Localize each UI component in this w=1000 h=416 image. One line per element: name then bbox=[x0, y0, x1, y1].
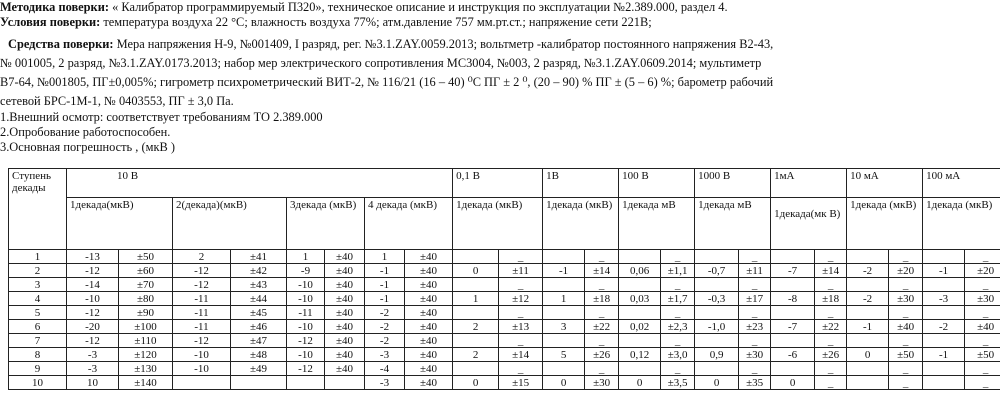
table-row bbox=[9, 250, 1000, 264]
sub-100ma-decade: 1декада (мкВ) bbox=[923, 198, 1000, 250]
value-cell: -6 bbox=[771, 348, 815, 362]
table-row bbox=[9, 334, 1000, 348]
value-cell bbox=[923, 376, 965, 390]
value-cell: -10 bbox=[67, 292, 119, 306]
value-cell: ±80 bbox=[119, 292, 173, 306]
value-cell: _ bbox=[815, 334, 847, 348]
value-cell: ±14 bbox=[585, 264, 619, 278]
value-cell: ±40 bbox=[405, 362, 453, 376]
value-cell bbox=[453, 278, 499, 292]
value-cell: ±40 bbox=[405, 348, 453, 362]
step-cell: 5 bbox=[9, 306, 67, 320]
sub-01v-decade: 1декада (мкВ) bbox=[453, 198, 543, 250]
table-row bbox=[9, 306, 1000, 320]
value-cell bbox=[923, 278, 965, 292]
value-cell: _ bbox=[889, 306, 923, 320]
table-row bbox=[9, 264, 1000, 278]
value-cell: ±42 bbox=[231, 264, 287, 278]
value-cell: ±12 bbox=[499, 292, 543, 306]
value-cell bbox=[847, 334, 889, 348]
value-cell bbox=[695, 362, 739, 376]
value-cell: -7 bbox=[771, 264, 815, 278]
step-cell: 6 bbox=[9, 320, 67, 334]
means-line-4: сетевой БРС-1М-1, № 0403553, ПГ ± 3,0 Па. bbox=[0, 94, 234, 108]
value-cell bbox=[453, 306, 499, 320]
value-cell: _ bbox=[889, 334, 923, 348]
value-cell: ±40 bbox=[405, 292, 453, 306]
value-cell: _ bbox=[739, 306, 771, 320]
table-row bbox=[9, 362, 1000, 376]
value-cell: -12 bbox=[287, 362, 325, 376]
value-cell: -9 bbox=[287, 264, 325, 278]
table-row bbox=[9, 376, 1000, 390]
value-cell bbox=[325, 376, 365, 390]
value-cell: ±100 bbox=[119, 320, 173, 334]
value-cell: -3 bbox=[923, 292, 965, 306]
value-cell: ±60 bbox=[119, 264, 173, 278]
table-row bbox=[9, 348, 1000, 362]
sub-1ma-decade: 1декада(мк В) bbox=[771, 198, 847, 250]
value-cell: 0 bbox=[453, 376, 499, 390]
means-label: Средства поверки: bbox=[8, 37, 114, 51]
value-cell: ±11 bbox=[499, 264, 543, 278]
table-header-row-2 bbox=[9, 198, 1000, 250]
value-cell: _ bbox=[739, 250, 771, 264]
value-cell: ±2,3 bbox=[661, 320, 695, 334]
value-cell: ±3,0 bbox=[661, 348, 695, 362]
value-cell: -3 bbox=[67, 348, 119, 362]
value-cell: ±48 bbox=[231, 348, 287, 362]
sub-1000v-decade: 1декада мВ bbox=[695, 198, 771, 250]
means-text-1: Мера напряжения Н-9, №001409, I разряд, рег. №3.1.ZAY.0059.2013; вольтметр -калибратор постоянного напряжения В2-43, bbox=[116, 37, 774, 51]
value-cell: ±120 bbox=[119, 348, 173, 362]
error-table bbox=[8, 168, 1000, 390]
value-cell bbox=[619, 306, 661, 320]
value-cell: ±14 bbox=[499, 348, 543, 362]
value-cell bbox=[619, 362, 661, 376]
value-cell: _ bbox=[499, 278, 543, 292]
value-cell: ±40 bbox=[405, 278, 453, 292]
value-cell: _ bbox=[815, 306, 847, 320]
value-cell: ±26 bbox=[815, 348, 847, 362]
value-cell: 3 bbox=[543, 320, 585, 334]
value-cell bbox=[543, 278, 585, 292]
value-cell: -1,0 bbox=[695, 320, 739, 334]
value-cell: _ bbox=[499, 362, 543, 376]
value-cell: ±17 bbox=[739, 292, 771, 306]
value-cell: ±90 bbox=[119, 306, 173, 320]
value-cell: _ bbox=[499, 250, 543, 264]
value-cell: ±20 bbox=[965, 264, 1000, 278]
value-cell bbox=[847, 376, 889, 390]
value-cell: ±1,7 bbox=[661, 292, 695, 306]
value-cell: -20 bbox=[67, 320, 119, 334]
value-cell bbox=[543, 334, 585, 348]
sub-1v-decade: 1декада (мкВ) bbox=[543, 198, 619, 250]
value-cell: ±40 bbox=[325, 348, 365, 362]
value-cell: ±40 bbox=[325, 320, 365, 334]
value-cell: ±40 bbox=[405, 320, 453, 334]
value-cell: _ bbox=[815, 250, 847, 264]
value-cell: -11 bbox=[173, 320, 231, 334]
value-cell: ±40 bbox=[325, 250, 365, 264]
sub-100v-decade: 1декада мВ bbox=[619, 198, 695, 250]
group-100v: 100 В bbox=[619, 169, 695, 198]
value-cell: -2 bbox=[847, 264, 889, 278]
value-cell: -10 bbox=[287, 278, 325, 292]
value-cell: _ bbox=[815, 376, 847, 390]
step-cell: 1 bbox=[9, 250, 67, 264]
group-01v: 0,1 В bbox=[453, 169, 543, 198]
value-cell: -4 bbox=[365, 362, 405, 376]
means-line-2: № 001005, 2 разряд, №3.1.ZAY.0173.2013; набор мер электрического сопротивления МС3004, №003, 2 разряд, №3.1.ZAY.0609.2014; мультиметр bbox=[0, 56, 762, 70]
value-cell: 0 bbox=[453, 264, 499, 278]
value-cell: -1 bbox=[847, 320, 889, 334]
value-cell: -3 bbox=[67, 362, 119, 376]
value-cell: 2 bbox=[173, 250, 231, 264]
value-cell bbox=[619, 278, 661, 292]
value-cell: -0,7 bbox=[695, 264, 739, 278]
table-row bbox=[9, 278, 1000, 292]
value-cell: ±22 bbox=[585, 320, 619, 334]
value-cell: _ bbox=[889, 278, 923, 292]
value-cell bbox=[923, 250, 965, 264]
value-cell: -2 bbox=[365, 334, 405, 348]
value-cell: 0,02 bbox=[619, 320, 661, 334]
value-cell: _ bbox=[815, 362, 847, 376]
table-row bbox=[9, 292, 1000, 306]
list-item-1: 1.Внешний осмотр: соответствует требованиям ТО 2.389.000 bbox=[0, 110, 323, 124]
list-item-2: 2.Опробование работоспособен. bbox=[0, 125, 171, 139]
value-cell: ±40 bbox=[405, 264, 453, 278]
value-cell: -10 bbox=[173, 362, 231, 376]
value-cell: _ bbox=[965, 334, 1000, 348]
value-cell: -1 bbox=[543, 264, 585, 278]
method-text: « Калибратор программируемый П320», техническое описание и инструкция по эксплуатации №2.389.000, раздел 4. bbox=[112, 0, 728, 14]
group-1ma: 1мА bbox=[771, 169, 847, 198]
value-cell: ±30 bbox=[739, 348, 771, 362]
value-cell: ±40 bbox=[325, 278, 365, 292]
value-cell bbox=[695, 250, 739, 264]
value-cell: -12 bbox=[287, 334, 325, 348]
value-cell: 10 bbox=[67, 376, 119, 390]
value-cell: -8 bbox=[771, 292, 815, 306]
group-10v: 10 В bbox=[67, 169, 453, 198]
value-cell: ±44 bbox=[231, 292, 287, 306]
value-cell: ±40 bbox=[965, 320, 1000, 334]
value-cell: _ bbox=[739, 334, 771, 348]
value-cell: -1 bbox=[365, 292, 405, 306]
value-cell: _ bbox=[965, 250, 1000, 264]
conditions-line bbox=[0, 15, 652, 29]
value-cell: ±14 bbox=[815, 264, 847, 278]
value-cell bbox=[771, 334, 815, 348]
value-cell bbox=[847, 278, 889, 292]
value-cell bbox=[695, 334, 739, 348]
value-cell: _ bbox=[585, 278, 619, 292]
method-label: Методика поверки: bbox=[0, 0, 109, 14]
value-cell: -3 bbox=[365, 348, 405, 362]
value-cell: _ bbox=[739, 362, 771, 376]
value-cell: _ bbox=[661, 306, 695, 320]
value-cell: ±46 bbox=[231, 320, 287, 334]
value-cell bbox=[695, 306, 739, 320]
value-cell: -11 bbox=[173, 306, 231, 320]
value-cell: 0,06 bbox=[619, 264, 661, 278]
value-cell: -3 bbox=[365, 376, 405, 390]
sub-10v-decade-2: 2(декада)(мкВ) bbox=[173, 198, 287, 250]
step-cell: 10 bbox=[9, 376, 67, 390]
value-cell: -0,3 bbox=[695, 292, 739, 306]
value-cell bbox=[231, 376, 287, 390]
value-cell bbox=[543, 362, 585, 376]
value-cell bbox=[453, 362, 499, 376]
table-row bbox=[9, 320, 1000, 334]
value-cell: -14 bbox=[67, 278, 119, 292]
sub-10v-decade-3: 3декада (мкВ) bbox=[287, 198, 365, 250]
value-cell: ±15 bbox=[499, 376, 543, 390]
value-cell: -2 bbox=[365, 306, 405, 320]
means-line-1 bbox=[8, 37, 773, 51]
value-cell: ±40 bbox=[325, 362, 365, 376]
value-cell: -10 bbox=[287, 292, 325, 306]
conditions-label: Условия поверки: bbox=[0, 15, 101, 29]
value-cell bbox=[847, 306, 889, 320]
value-cell bbox=[543, 306, 585, 320]
value-cell: ±49 bbox=[231, 362, 287, 376]
value-cell bbox=[453, 250, 499, 264]
value-cell bbox=[543, 250, 585, 264]
step-cell: 4 bbox=[9, 292, 67, 306]
value-cell: ±22 bbox=[815, 320, 847, 334]
value-cell: ±40 bbox=[405, 306, 453, 320]
value-cell: _ bbox=[585, 306, 619, 320]
value-cell: ±47 bbox=[231, 334, 287, 348]
value-cell: ±50 bbox=[119, 250, 173, 264]
step-cell: 9 bbox=[9, 362, 67, 376]
value-cell: ±30 bbox=[585, 376, 619, 390]
value-cell: ±40 bbox=[325, 264, 365, 278]
value-cell: 0,9 bbox=[695, 348, 739, 362]
value-cell: ±20 bbox=[889, 264, 923, 278]
value-cell: 1 bbox=[287, 250, 325, 264]
value-cell: _ bbox=[661, 250, 695, 264]
value-cell: -12 bbox=[67, 306, 119, 320]
value-cell: _ bbox=[585, 362, 619, 376]
value-cell: -12 bbox=[67, 334, 119, 348]
list-item-3: 3.Основная погрешность , (мкВ ) bbox=[0, 140, 175, 154]
value-cell bbox=[619, 250, 661, 264]
sub-10ma-decade: 1декада (мкВ) bbox=[847, 198, 923, 250]
step-cell: 8 bbox=[9, 348, 67, 362]
value-cell: ±40 bbox=[325, 306, 365, 320]
method-line bbox=[0, 0, 728, 14]
value-cell: 0 bbox=[695, 376, 739, 390]
sub-10v-decade-1: 1декада(мкВ) bbox=[67, 198, 173, 250]
value-cell: _ bbox=[965, 362, 1000, 376]
value-cell bbox=[771, 278, 815, 292]
group-1000v: 1000 В bbox=[695, 169, 771, 198]
value-cell: ±50 bbox=[965, 348, 1000, 362]
value-cell: _ bbox=[965, 306, 1000, 320]
value-cell: -10 bbox=[287, 348, 325, 362]
value-cell: ±30 bbox=[965, 292, 1000, 306]
value-cell: -11 bbox=[173, 292, 231, 306]
value-cell bbox=[695, 278, 739, 292]
value-cell: 2 bbox=[453, 320, 499, 334]
value-cell: -12 bbox=[173, 334, 231, 348]
value-cell: 0 bbox=[543, 376, 585, 390]
value-cell: ±35 bbox=[739, 376, 771, 390]
value-cell: 0 bbox=[619, 376, 661, 390]
value-cell: -10 bbox=[287, 320, 325, 334]
value-cell: ±11 bbox=[739, 264, 771, 278]
value-cell: _ bbox=[889, 250, 923, 264]
value-cell: ±30 bbox=[889, 292, 923, 306]
value-cell: ±40 bbox=[405, 334, 453, 348]
value-cell: ±70 bbox=[119, 278, 173, 292]
value-cell: 0 bbox=[771, 376, 815, 390]
value-cell: 0,03 bbox=[619, 292, 661, 306]
value-cell: -7 bbox=[771, 320, 815, 334]
value-cell: ±40 bbox=[325, 292, 365, 306]
value-cell: ±110 bbox=[119, 334, 173, 348]
value-cell bbox=[619, 334, 661, 348]
value-cell: ±40 bbox=[889, 320, 923, 334]
value-cell: _ bbox=[965, 278, 1000, 292]
value-cell: -13 bbox=[67, 250, 119, 264]
value-cell: -1 bbox=[923, 264, 965, 278]
value-cell: 1 bbox=[365, 250, 405, 264]
value-cell: _ bbox=[889, 376, 923, 390]
value-cell: ±3,5 bbox=[661, 376, 695, 390]
value-cell: _ bbox=[739, 278, 771, 292]
value-cell: 1 bbox=[543, 292, 585, 306]
value-cell: ±45 bbox=[231, 306, 287, 320]
value-cell: _ bbox=[585, 250, 619, 264]
value-cell: ±13 bbox=[499, 320, 543, 334]
value-cell bbox=[847, 250, 889, 264]
table-header-row-1 bbox=[9, 169, 1000, 198]
step-cell: 7 bbox=[9, 334, 67, 348]
value-cell: -1 bbox=[923, 348, 965, 362]
value-cell bbox=[771, 250, 815, 264]
value-cell: 2 bbox=[453, 348, 499, 362]
value-cell: ±23 bbox=[739, 320, 771, 334]
value-cell: -1 bbox=[365, 264, 405, 278]
value-cell: 5 bbox=[543, 348, 585, 362]
value-cell: ±1,1 bbox=[661, 264, 695, 278]
value-cell: ±18 bbox=[585, 292, 619, 306]
value-cell: ±41 bbox=[231, 250, 287, 264]
conditions-text: температура воздуха 22 °С; влажность воздуха 77%; атм.давление 757 мм.рт.ст.; напряжение сети 221В; bbox=[103, 15, 652, 29]
value-cell bbox=[771, 306, 815, 320]
value-cell: -11 bbox=[287, 306, 325, 320]
value-cell: ±50 bbox=[889, 348, 923, 362]
value-cell: _ bbox=[499, 334, 543, 348]
value-cell bbox=[453, 334, 499, 348]
step-cell: 2 bbox=[9, 264, 67, 278]
value-cell: 0 bbox=[847, 348, 889, 362]
value-cell: ±40 bbox=[405, 250, 453, 264]
value-cell bbox=[173, 376, 231, 390]
value-cell bbox=[771, 362, 815, 376]
value-cell: -2 bbox=[365, 320, 405, 334]
value-cell: -1 bbox=[365, 278, 405, 292]
value-cell: ±130 bbox=[119, 362, 173, 376]
step-cell: 3 bbox=[9, 278, 67, 292]
value-cell: _ bbox=[661, 278, 695, 292]
group-10ma: 10 мА bbox=[847, 169, 923, 198]
value-cell: ±140 bbox=[119, 376, 173, 390]
value-cell bbox=[923, 306, 965, 320]
value-cell bbox=[847, 362, 889, 376]
value-cell: _ bbox=[661, 362, 695, 376]
means-line-3: В7-64, №001805, ПГ±0,005%; гигрометр психрометрический ВИТ-2, № 116/21 (16 – 40) ⁰С ПГ ± 2 ⁰, (20 – 90) % ПГ ± (5 – 6) %; барометр рабочий bbox=[0, 75, 774, 89]
value-cell: -12 bbox=[67, 264, 119, 278]
value-cell: -12 bbox=[173, 264, 231, 278]
sub-10v-decade-4: 4 декада (мкВ) bbox=[365, 198, 453, 250]
value-cell: _ bbox=[965, 376, 1000, 390]
step-header: Ступень декады bbox=[9, 169, 67, 250]
value-cell bbox=[287, 376, 325, 390]
table-body bbox=[9, 250, 1000, 390]
value-cell: _ bbox=[889, 362, 923, 376]
value-cell bbox=[923, 334, 965, 348]
value-cell: ±40 bbox=[405, 376, 453, 390]
value-cell: ±26 bbox=[585, 348, 619, 362]
value-cell: -2 bbox=[847, 292, 889, 306]
value-cell: -10 bbox=[173, 348, 231, 362]
value-cell: -12 bbox=[173, 278, 231, 292]
value-cell: _ bbox=[661, 334, 695, 348]
value-cell: _ bbox=[585, 334, 619, 348]
value-cell: ±18 bbox=[815, 292, 847, 306]
value-cell: 1 bbox=[453, 292, 499, 306]
value-cell: -2 bbox=[923, 320, 965, 334]
value-cell: ±43 bbox=[231, 278, 287, 292]
value-cell: 0,12 bbox=[619, 348, 661, 362]
group-100ma: 100 мА bbox=[923, 169, 1000, 198]
value-cell bbox=[923, 362, 965, 376]
group-1v: 1В bbox=[543, 169, 619, 198]
value-cell: _ bbox=[815, 278, 847, 292]
value-cell: ±40 bbox=[325, 334, 365, 348]
value-cell: _ bbox=[499, 306, 543, 320]
